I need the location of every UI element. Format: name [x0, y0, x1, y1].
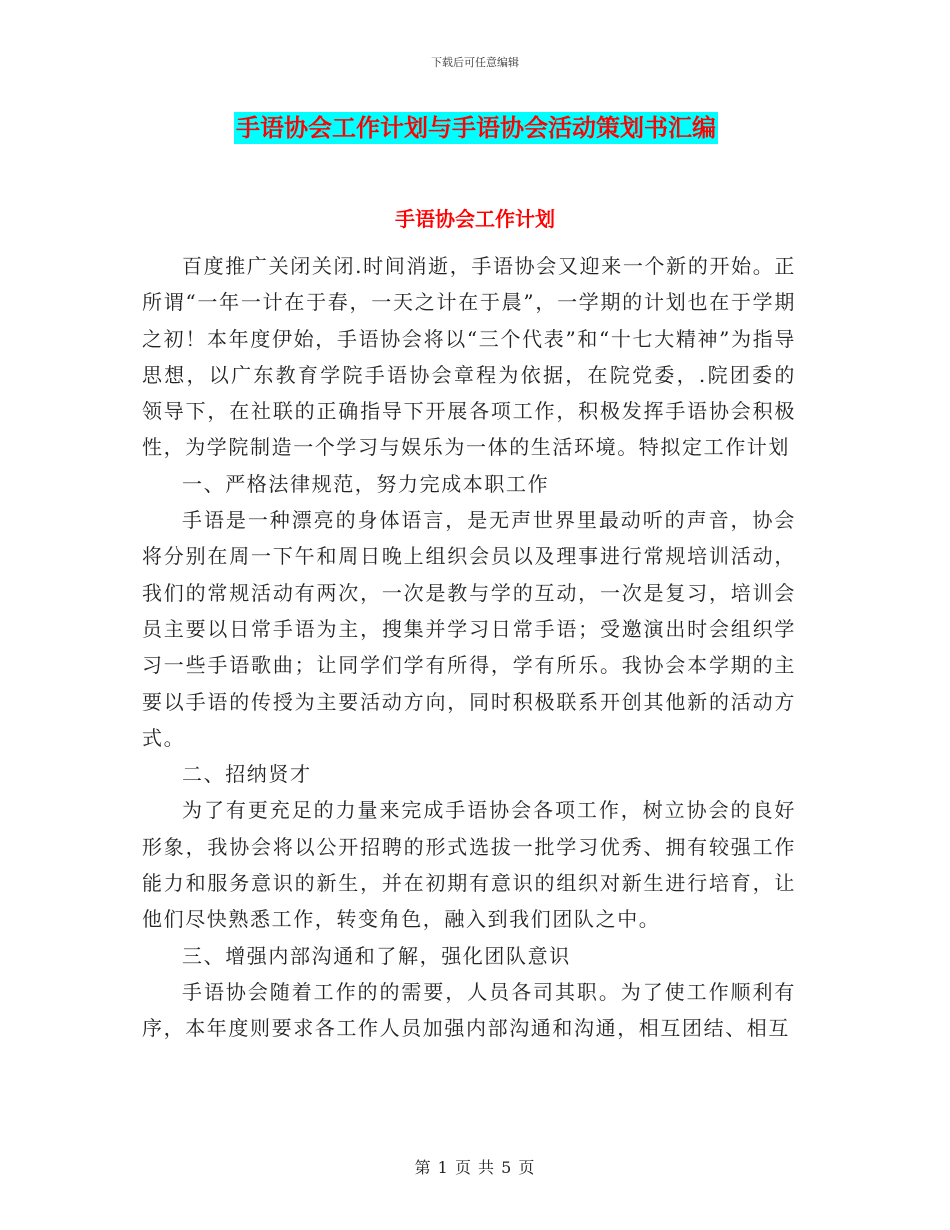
- heading-item-3: 三、增强内部沟通和了解，强化团队意识: [182, 943, 571, 968]
- paragraph-item-1: 手语是一种漂亮的身体语言，是无声世界里最动听的声音，协会将分别在周一下午和周日晚上组织会员以及理事进行常规培训活动，我们的常规活动有两次，一次是教与学的互动，一次是复习，培训会员主要以日常手语为主，搜集并学习日常手语；受邀演出时会组织学习一些手语歌曲；让同学们学有所得，学有所乐。我协会本学期的主要以手语的传授为主要活动方向，同时积极联系开创其他新的活动方式。: [142, 508, 796, 750]
- paragraph-item-3: 手语协会随着工作的的需要，人员各司其职。为了使工作顺利有序，本年度则要求各工作人员加强内部沟通和沟通，相互团结、相互: [142, 979, 796, 1041]
- heading-item-2: 二、招纳贤才: [182, 762, 312, 787]
- paragraph-intro: 百度推广关闭关闭.时间消逝，手语协会又迎来一个新的开始。正所谓“一年一计在于春，一天之计在于晨”，一学期的计划也在于学期之初！本年度伊始，手语协会将以“三个代表”和“十七大精神”为指导思想，以广东教育学院手语协会章程为依据，在院党委，.院团委的领导下，在社联的正确指导下开展各项工作，积极发挥手语协会积极性，为学院制造一个学习与娱乐为一体的生活环境。特拟定工作计划: [142, 254, 796, 460]
- page-number-footer: 第 1 页 共 5 页: [414, 1158, 536, 1177]
- header-note: 下载后可任意编辑: [431, 56, 519, 69]
- paragraph-item-2: 为了有更充足的力量来完成手语协会各项工作，树立协会的良好形象，我协会将以公开招聘的形式选拔一批学习优秀、拥有较强工作能力和服务意识的新生，并在初期有意识的组织对新生进行培育，让他们尽快熟悉工作，转变角色，融入到我们团队之中。: [142, 798, 796, 932]
- document-body: [142, 248, 796, 1047]
- heading-item-1: 一、严格法律规范，努力完成本职工作: [182, 471, 550, 496]
- document-title: 手语协会工作计划与手语协会活动策划书汇编: [236, 114, 716, 142]
- section-title: 手语协会工作计划: [395, 207, 555, 231]
